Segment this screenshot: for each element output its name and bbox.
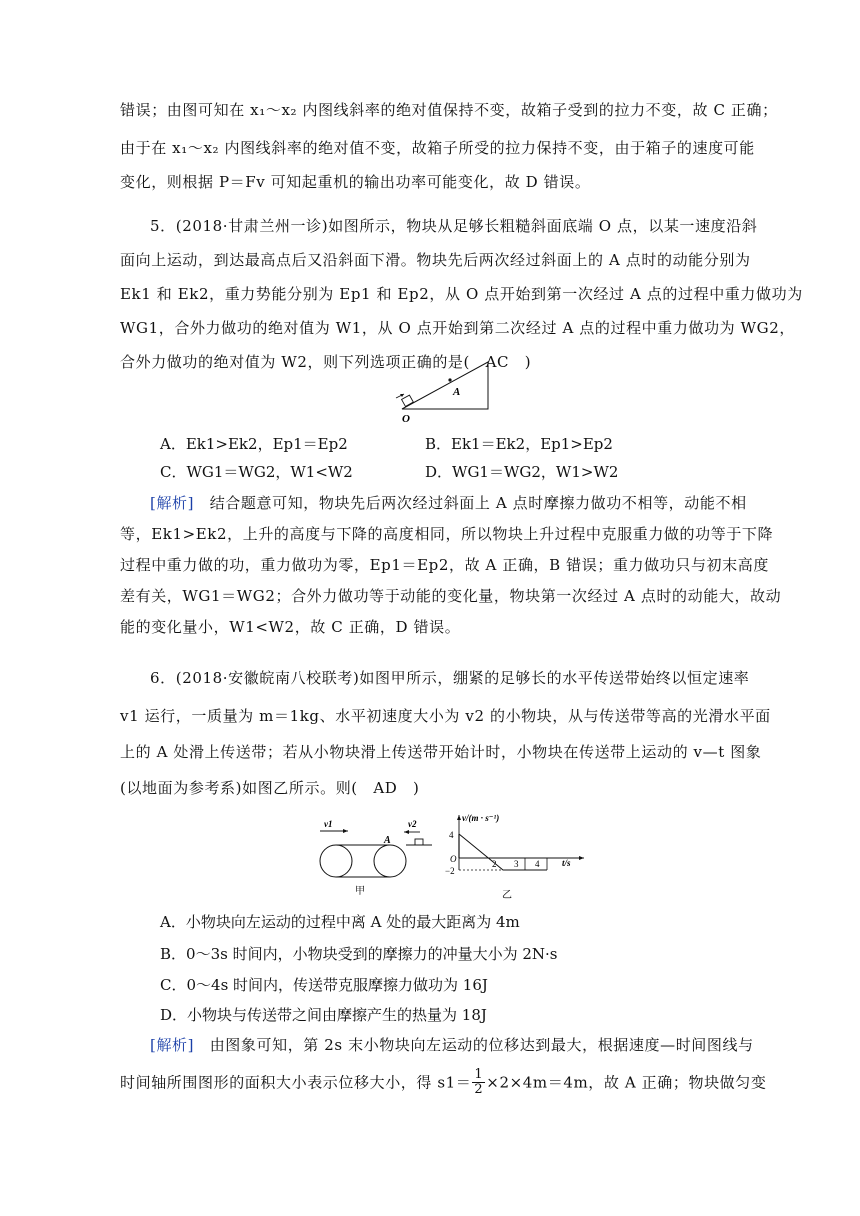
conveyor-figure — [310, 814, 440, 896]
analysis-line — [150, 493, 747, 513]
option-D: D．WG1＝WG2，W1>W2 — [425, 463, 619, 481]
y-tick-neg2: −2 — [445, 866, 455, 876]
label-v2: v2 — [408, 819, 417, 829]
text-line: 错误；由图可知在 x₁～x₂ 内图线斜率的绝对值保持不变，故箱子受到的拉力不变，故 C 正确； — [120, 101, 778, 119]
question-5-line: WG1，合外力做功的绝对值为 W1，从 O 点开始到第二次经过 A 点的过程中重力做功为 WG2， — [120, 319, 795, 337]
option-C: C．0～4s 时间内，传送带克服摩擦力做功为 16J — [160, 976, 488, 994]
analysis-tag: [解析] — [150, 1036, 195, 1054]
analysis-line: 过程中重力做的功，重力做功为零，Ep1＝Ep2，故 A 正确，B 错误；重力做功只与初末高度 — [120, 556, 769, 574]
question-5-line: 面向上运动，到达最高点后又沿斜面下滑。物块先后两次经过斜面上的 A 点时的动能分别为 — [120, 251, 751, 269]
vt-line — [459, 834, 547, 870]
y-axis-label: v/(m · s⁻¹) — [462, 813, 500, 823]
option-B: B．0～3s 时间内，小物块受到的摩擦力的冲量大小为 2N·s — [160, 945, 558, 963]
option-B: B．Ek1＝Ek2，Ep1>Ep2 — [425, 435, 613, 453]
label-A: A — [384, 835, 391, 846]
analysis-line — [120, 1067, 767, 1102]
question-5-line: Ek1 和 Ek2，重力势能分别为 Ep1 和 Ep2，从 O 点开始到第一次经过 A 点的过程中重力做功为 — [120, 285, 803, 303]
fraction-numerator: 1 — [474, 1067, 484, 1082]
question-5-line: 5．(2018·甘肃兰州一诊)如图所示，物块从足够长粗糙斜面底端 O 点，以某一速度沿斜 — [150, 217, 758, 235]
label-v1: v1 — [324, 819, 333, 829]
y-tick-4: 4 — [449, 830, 454, 840]
x-tick-3: 3 — [514, 859, 519, 869]
caption-jia: 甲 — [355, 886, 365, 896]
analysis-line: 等，Ek1>Ek2，上升的高度与下降的高度相同，所以物块上升过程中克服重力做的功等于下降 — [120, 525, 774, 543]
text-line: 变化，则根据 P＝Fv 可知起重机的输出功率可能变化，故 D 错误。 — [120, 173, 591, 191]
question-6-line: 6．(2018·安徽皖南八校联考)如图甲所示，绷紧的足够长的水平传送带始终以恒定速率 — [150, 669, 750, 687]
option-C: C．WG1＝WG2，W1<W2 — [160, 463, 353, 481]
analysis-line: 能的变化量小，W1<W2，故 C 正确，D 错误。 — [120, 618, 461, 636]
analysis-tag: [解析] — [150, 494, 195, 512]
option-A: A．Ek1>Ek2，Ep1＝Ep2 — [160, 435, 348, 453]
label-A: A — [453, 386, 461, 398]
text-line: 由于在 x₁～x₂ 内图线斜率的绝对值不变，故箱子所受的拉力保持不变，由于箱子的速度可能 — [120, 139, 755, 157]
question-5-line: 合外力做功的绝对值为 W2，则下列选项正确的是( AC ) — [120, 353, 532, 371]
x-axis-label: t/s — [562, 858, 571, 868]
analysis-text: 结合题意可知，物块先后两次经过斜面上 A 点时摩擦力做功不相等，动能不相 — [194, 494, 747, 512]
caption-yi: 乙 — [502, 890, 512, 900]
question-6-line: v1 运行，一质量为 m＝1kg、水平初速度大小为 v2 的小物块，从与传送带等高的光滑水平面 — [120, 707, 771, 725]
x-tick-4: 4 — [535, 859, 540, 869]
analysis-line: 差有关，WG1＝WG2；合外力做功等于动能的变化量，物块第一次经过 A 点时的动能大，故动 — [120, 587, 782, 605]
question-6-line: 上的 A 处滑上传送带；若从小物块滑上传送带开始计时，小物块在传送带上运动的 v—t 图象 — [120, 743, 762, 761]
x-tick-2: 2 — [492, 859, 497, 869]
analysis-text: 由图象可知，第 2s 末小物块向左运动的位移达到最大，根据速度—时间图线与 — [194, 1036, 754, 1054]
origin-label: O — [450, 854, 457, 864]
fraction-denominator: 2 — [474, 1082, 484, 1097]
analysis-line — [150, 1035, 754, 1055]
analysis-text: ×2×4m＝4m，故 A 正确；物块做匀变 — [486, 1073, 767, 1092]
label-O: O — [402, 413, 410, 425]
option-A: A．小物块向左运动的过程中离 A 处的最大距离为 4m — [160, 913, 520, 931]
vt-graph — [444, 810, 590, 900]
question-6-line: (以地面为参考系)如图乙所示。则( AD ) — [120, 779, 420, 797]
incline-figure — [392, 354, 502, 426]
analysis-text: 时间轴所围图形的面积大小表示位移大小，得 s1＝ — [120, 1073, 472, 1092]
fraction — [472, 1068, 485, 1097]
option-D: D．小物块与传送带之间由摩擦产生的热量为 18J — [160, 1006, 487, 1024]
